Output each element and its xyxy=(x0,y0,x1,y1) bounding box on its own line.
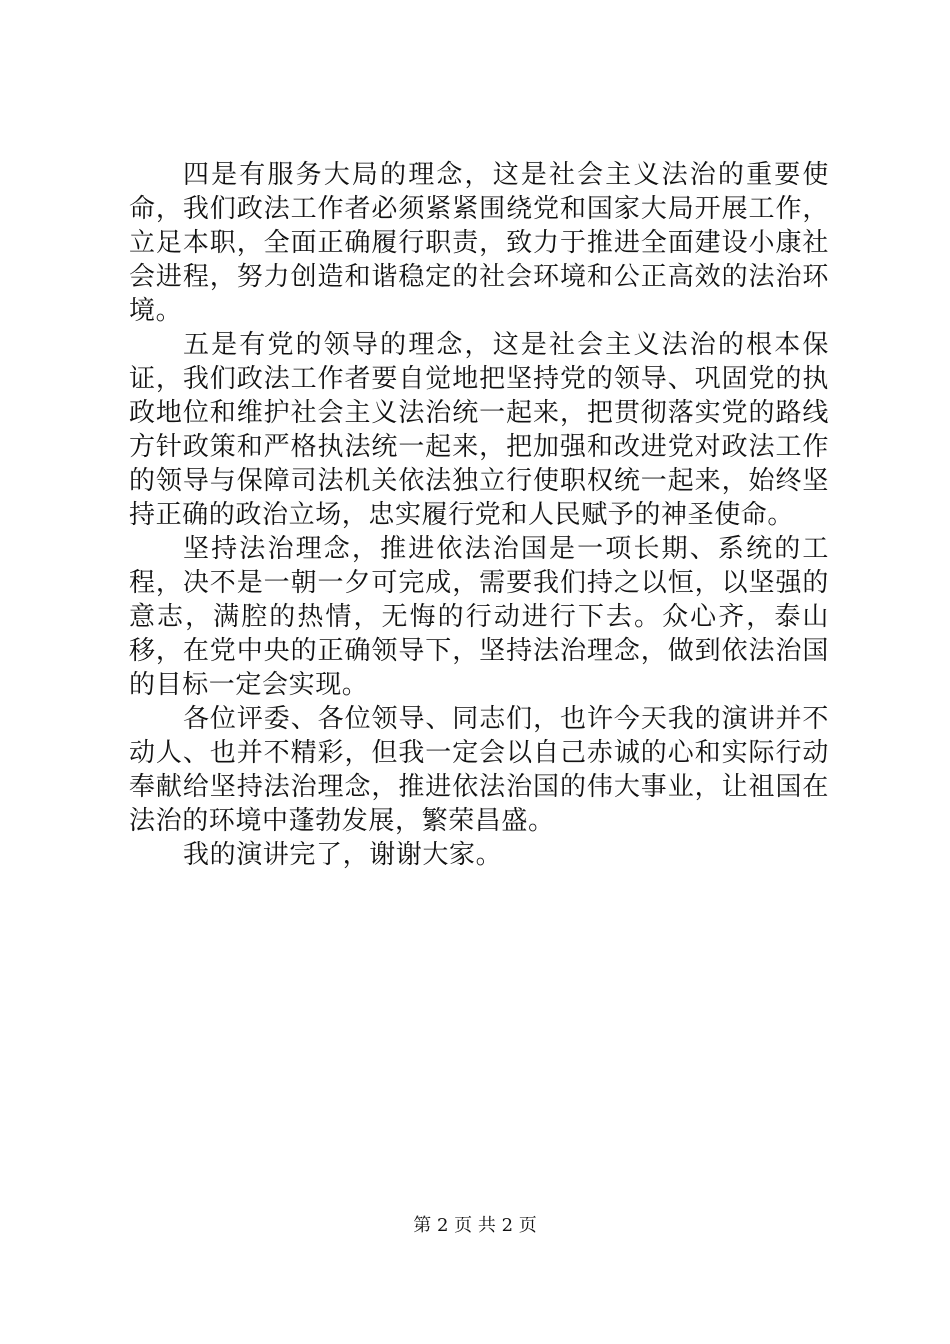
paragraph-party-leadership: 五是有党的领导的理念，这是社会主义法治的根本保证，我们政法工作者要自觉地把坚持党的领导、巩固党的执政地位和维护社会主义法治统一起来，把贯彻落实党的路线方针政策和严格执法统一起来，把加强和改进党对政法工作的领导与保障司法机关依法独立行使职权统一起来，始终坚持正确的政治立场，忠实履行党和人民赋予的神圣使命。 xyxy=(129,330,829,530)
paragraph-rule-of-law: 坚持法治理念，推进依法治国是一项长期、系统的工程，决不是一朝一夕可完成，需要我们持之以恒，以坚强的意志，满腔的热情，无悔的行动进行下去。众心齐，泰山移，在党中央的正确领导下，坚持法治理念，做到依法治国的目标一定会实现。 xyxy=(129,534,829,700)
page-number-footer: 第 2 页 共 2 页 xyxy=(413,1215,537,1236)
paragraph-address-judges: 各位评委、各位领导、同志们，也许今天我的演讲并不动人、也并不精彩，但我一定会以自己赤诚的心和实际行动奉献给坚持法治理念，推进依法治国的伟大事业，让祖国在法治的环境中蓬勃发展，繁荣昌盛。 xyxy=(129,704,829,836)
paragraph-closing: 我的演讲完了，谢谢大家。 xyxy=(183,840,503,870)
speech-body xyxy=(129,158,829,872)
paragraph-service-overall: 四是有服务大局的理念，这是社会主义法治的重要使命，我们政法工作者必须紧紧围绕党和国家大局开展工作，立足本职，全面正确履行职责，致力于推进全面建设小康社会进程，努力创造和谐稳定的社会环境和公正高效的法治环境。 xyxy=(129,160,829,326)
